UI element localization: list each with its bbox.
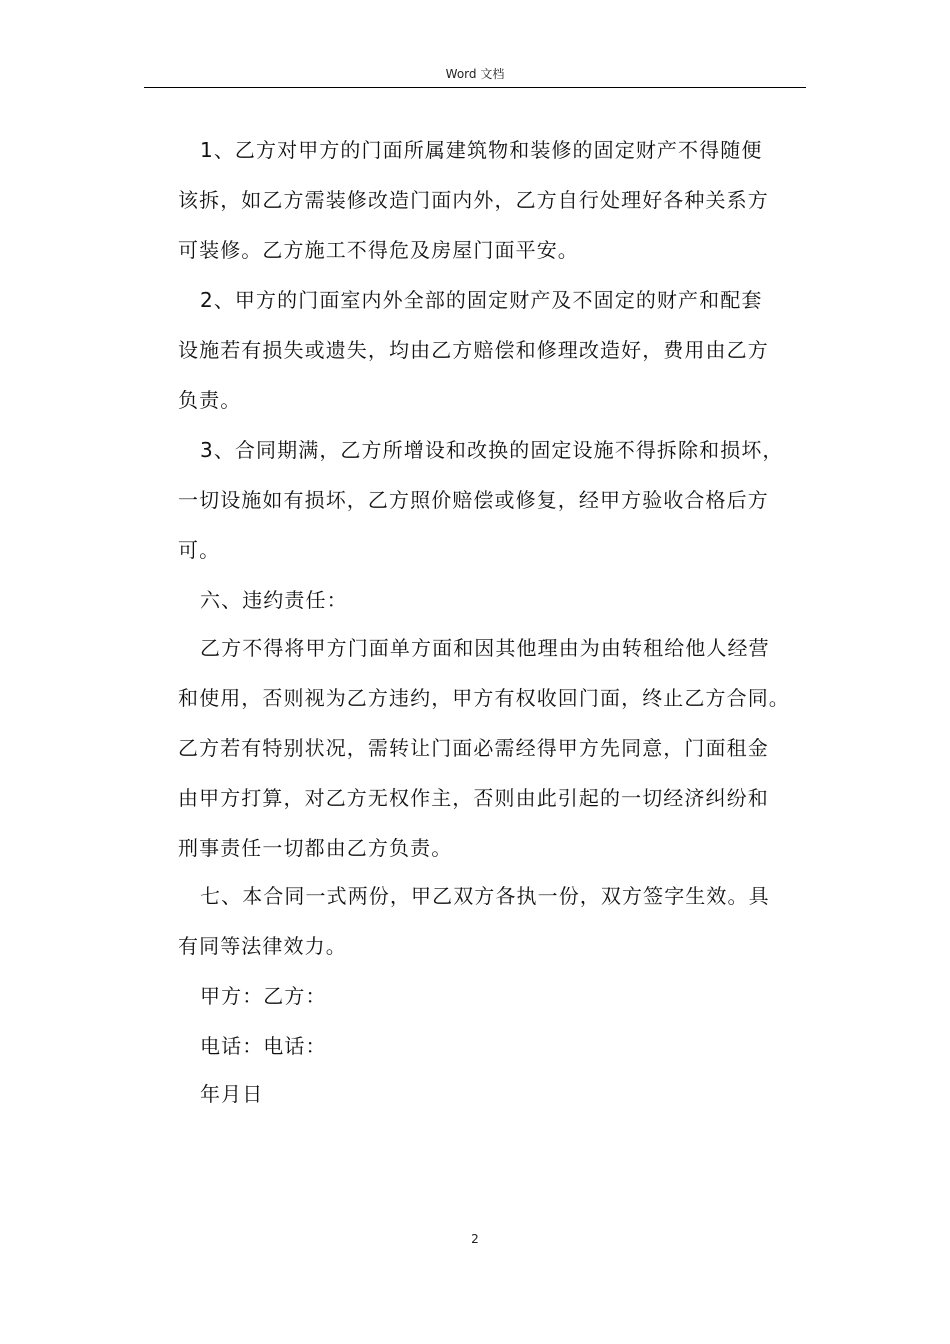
- signature-date-line: 年月日: [200, 1082, 264, 1106]
- paragraph-line: 该拆，如乙方需装修改造门面内外，乙方自行处理好各种关系方: [178, 188, 769, 212]
- paragraph-line: 2、甲方的门面室内外全部的固定财产及不固定的财产和配套: [200, 288, 763, 312]
- paragraph-line: 乙方若有特别状况，需转让门面必需经得甲方先同意，门面租金: [178, 736, 769, 760]
- paragraph-line: 一切设施如有损坏，乙方照价赔偿或修复，经甲方验收合格后方: [178, 488, 769, 512]
- paragraph-line: 乙方不得将甲方门面单方面和因其他理由为由转租给他人经营: [200, 636, 770, 660]
- paragraph-line: 刑事责任一切都由乙方负责。: [178, 836, 453, 860]
- signature-phone-line: 电话：电话：: [200, 1034, 327, 1058]
- paragraph-line: 可装修。乙方施工不得危及房屋门面平安。: [178, 238, 579, 262]
- paragraph-line: 可。: [178, 538, 221, 562]
- paragraph-line: 1、乙方对甲方的门面所属建筑物和装修的固定财产不得随便: [200, 138, 763, 162]
- signature-party-line: 甲方：乙方：: [200, 984, 327, 1008]
- paragraph-line: 七、本合同一式两份，甲乙双方各执一份，双方签字生效。具: [200, 884, 770, 908]
- header-rule: [144, 87, 806, 88]
- paragraph-line: 负责。: [178, 388, 242, 412]
- page-header: Word 文档: [445, 67, 505, 81]
- section-heading: 六、违约责任：: [200, 588, 348, 612]
- paragraph-line: 设施若有损失或遗失，均由乙方赔偿和修理改造好，费用由乙方: [178, 338, 769, 362]
- paragraph-line: 由甲方打算，对乙方无权作主，否则由此引起的一切经济纠纷和: [178, 786, 769, 810]
- paragraph-line: 有同等法律效力。: [178, 934, 347, 958]
- page-number: 2: [471, 1232, 479, 1246]
- paragraph-line: 和使用，否则视为乙方违约，甲方有权收回门面，终止乙方合同。: [178, 686, 790, 710]
- paragraph-line: 3、合同期满，乙方所增设和改换的固定设施不得拆除和损坏，: [200, 438, 784, 462]
